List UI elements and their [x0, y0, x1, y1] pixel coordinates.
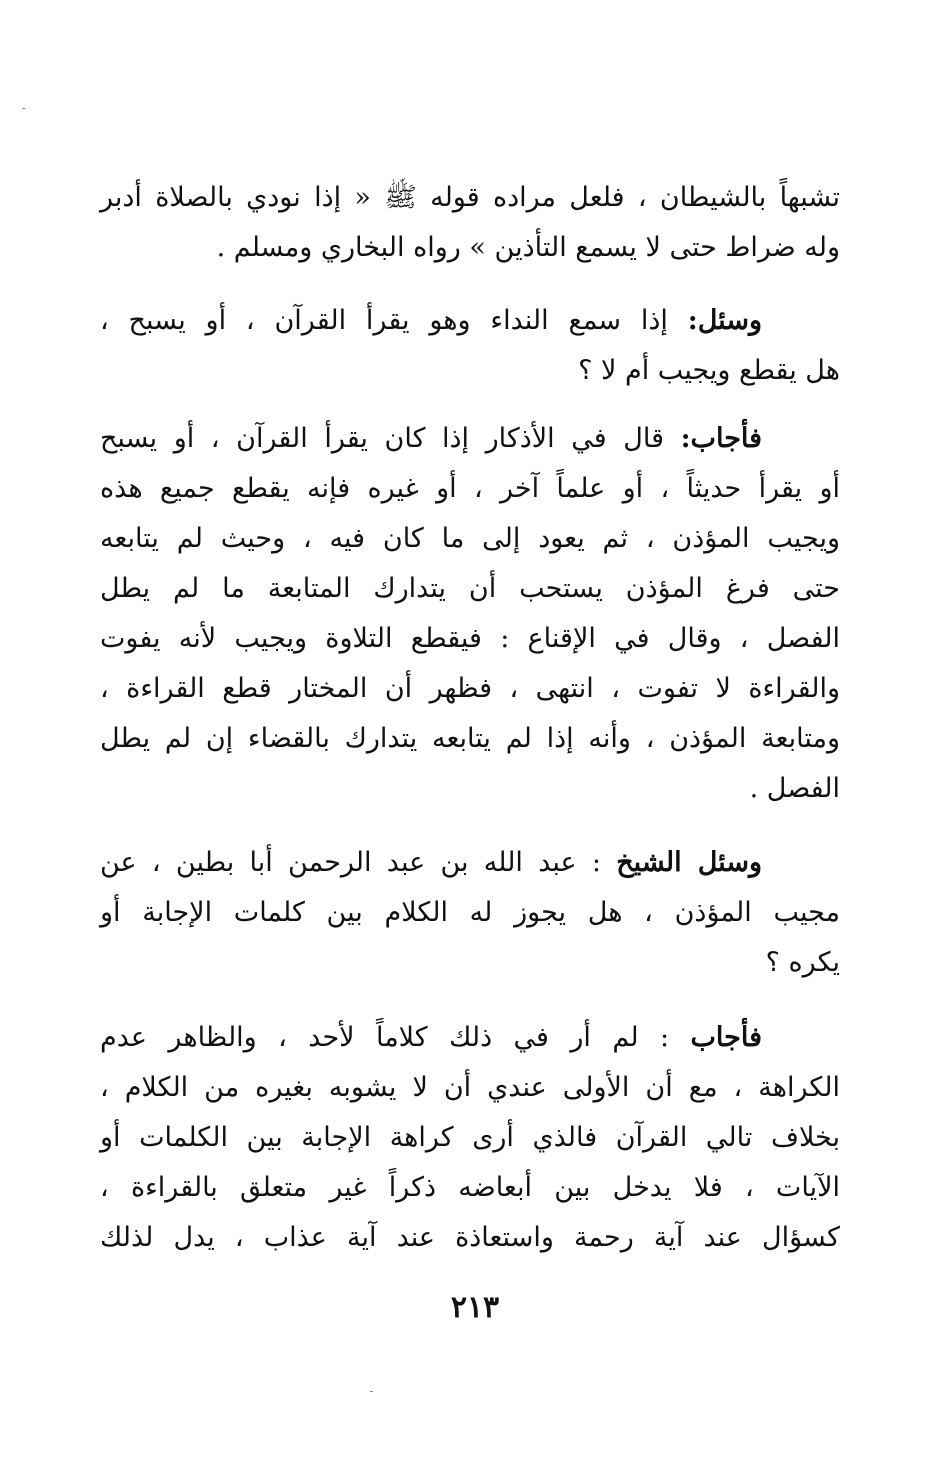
paragraph-2: [100, 296, 840, 396]
question-lead: وسئل الشيخ: [616, 847, 762, 878]
text-line: حتى فرغ المؤذن يستحب أن يتدارك المتابعة ما لم يطل: [100, 573, 840, 604]
answer-lead: فأجاب:: [680, 423, 763, 454]
scan-speck: [370, 1391, 373, 1392]
text-line: [100, 414, 840, 464]
answer-lead: فأجاب: [690, 1022, 762, 1053]
text-line: [100, 838, 840, 888]
text-line-content: قال في الأذكار إذا كان يقرأ القرآن ، أو يسبح: [100, 423, 664, 454]
text-line: تشبهاً بالشيطان ، فلعل مراده قوله ﷺ « إذا نودي بالصلاة أدبر: [100, 182, 840, 213]
text-line: الفصل .: [749, 773, 840, 804]
text-line: الآيات ، فلا يدخل بين أبعاضه ذكراً غير متعلق بالقراءة ،: [100, 1172, 840, 1203]
page-number: ٢١٣: [450, 1290, 500, 1325]
text-line: كسؤال عند آية رحمة واستعاذة عند آية عذاب ، يدل لذلك: [100, 1222, 840, 1253]
text-line-content: : لم أر في ذلك كلاماً لأحد ، والظاهر عدم: [100, 1022, 670, 1053]
text-line-content: إذا سمع النداء وهو يقرأ القرآن ، أو يسبح ،: [100, 305, 668, 336]
text-line: [100, 296, 840, 346]
text-line: ويجيب المؤذن ، ثم يعود إلى ما كان فيه ، وحيث لم يتابعه: [100, 523, 840, 554]
text-line: يكره ؟: [765, 947, 840, 978]
text-line: الكراهة ، مع أن الأولى عندي أن لا يشوبه بغيره من الكلام ،: [100, 1072, 840, 1103]
text-line: ومتابعة المؤذن ، وأنه إذا لم يتابعه يتدارك بالقضاء إن لم يطل: [100, 723, 840, 754]
text-line: والقراءة لا تفوت ، انتهى ، فظهر أن المختار قطع القراءة ،: [100, 673, 840, 704]
text-line-content: : عبد الله بن عبد الرحمن أبا بطين ، عن: [100, 847, 601, 878]
paragraph-4: [100, 838, 840, 988]
question-lead: وسئل:: [687, 305, 762, 336]
text-line: بخلاف تالي القرآن فالذي أرى كراهة الإجابة بين الكلمات أو: [100, 1122, 840, 1153]
paragraph-5: [100, 1013, 840, 1263]
paragraph-1: [100, 173, 840, 273]
text-line: [100, 1013, 840, 1063]
text-line: الفصل ، وقال في الإقناع : فيقطع التلاوة ويجيب لأنه يفوت: [100, 623, 840, 654]
text-line: وله ضراط حتى لا يسمع التأذين » رواه البخاري ومسلم .: [216, 232, 840, 263]
text-line: هل يقطع ويجيب أم لا ؟: [578, 355, 840, 386]
text-line: أو يقرأ حديثاً ، أو علماً آخر ، أو غيره فإنه يقطع جميع هذه: [100, 473, 840, 504]
text-line: مجيب المؤذن ، هل يجوز له الكلام بين كلمات الإجابة أو: [100, 897, 840, 928]
paragraph-3: [100, 414, 840, 814]
scan-speck: [22, 108, 25, 109]
